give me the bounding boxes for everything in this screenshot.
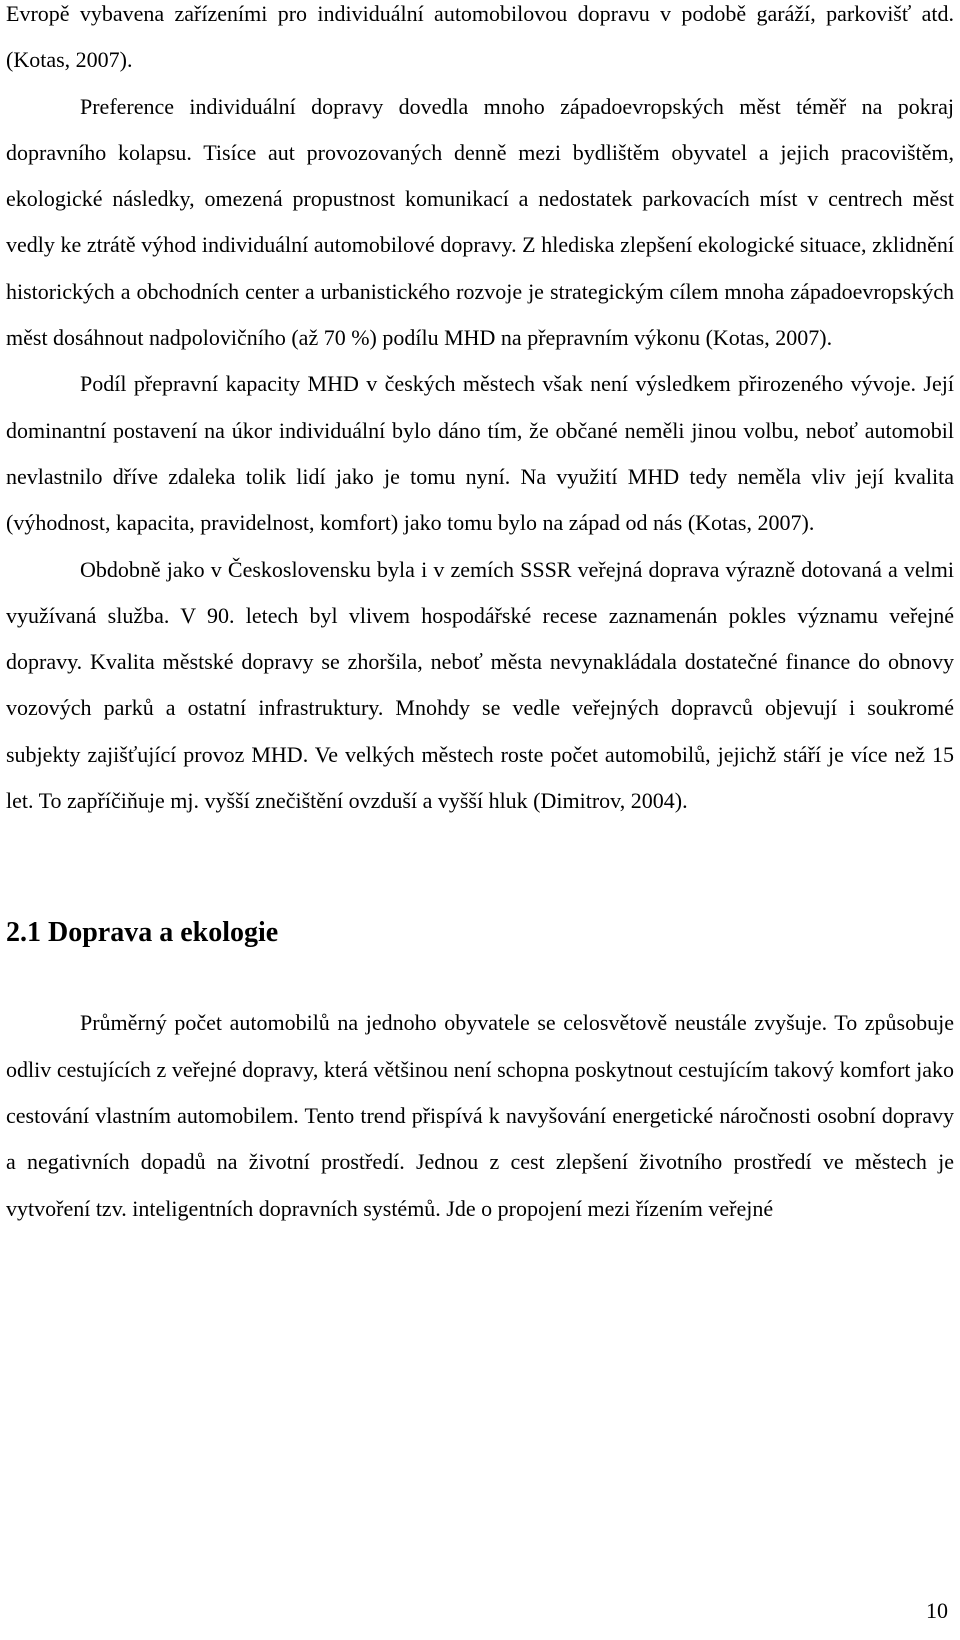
paragraph-individual-transport: Preference individuální dopravy dovedla mnoho západoevropských měst téměř na pokraj dopravního kolapsu. Tisíce aut provozovaných denně mezi bydlištěm obyvatel a jejich pracovištěm, ekologické následky, omezená propustnost komunikací a nedostatek parkovacích míst v centrech měst vedly ke ztrátě výhod individuální automobilové dopravy. Z hlediska zlepšení ekologické situace, zklidnění historických a obchodních center a urbanistického rozvoje je strategickým cílem mnoha západoevropských měst dosáhnout nadpolovičního (až 70 %) podílu MHD na přepravním výkonu (Kotas, 2007). [6, 93, 954, 351]
document-page [6, 0, 954, 1232]
section-heading-wrapper [6, 916, 954, 950]
page-number: 10 [926, 1598, 948, 1623]
paragraph-continuation: Evropě vybavena zařízeními pro individuální automobilovou dopravu v podobě garáží, parkovišť atd. (Kotas, 2007). [6, 1, 954, 73]
section-heading: 2.1 Doprava a ekologie [6, 917, 279, 949]
paragraph-mhd-share: Podíl přepravní kapacity MHD v českých městech však není výsledkem přirozeného vývoje. Její dominantní postavení na úkor individuální bylo dáno tím, že občané neměli jinou volbu, neboť automobil nevlastnilo dříve zdaleka tolik lidí jako je tomu nyní. Na využití MHD tedy neměla vliv její kvalita (výhodnost, kapacita, pravidelnost, komfort) jako tomu bylo na západ od nás (Kotas, 2007). [6, 371, 954, 536]
paragraph-section-body: Průměrný počet automobilů na jednoho obyvatele se celosvětově neustále zvyšuje. To způsobuje odliv cestujících z veřejné dopravy, která většinou není schopna poskytnout cestujícím takový komfort jako cestování vlastním automobilem. Tento trend přispívá k navyšování energetické náročnosti osobní dopravy a negativních dopadů na životní prostředí. Jednou z cest zlepšení životního prostředí ve městech je vytvoření tzv. inteligentních dopravních systémů. Jde o propojení mezi řízením veřejné [6, 1010, 954, 1221]
paragraph-sssr: Obdobně jako v Československu byla i v zemích SSSR veřejná doprava výrazně dotovaná a velmi využívaná služba. V 90. letech byl vlivem hospodářské recese zaznamenán pokles významu veřejné dopravy. Kvalita městské dopravy se zhoršila, neboť města nevynakládala dostatečné finance do obnovy vozových parků a ostatní infrastruktury. Mnohdy se vedle veřejných dopravců objevují i soukromé subjekty zajišťující provoz MHD. Ve velkých městech roste počet automobilů, jejichž stáří je více než 15 let. To zapříčiňuje mj. vyšší znečištění ovzduší a vyšší hluk (Dimitrov, 2004). [6, 556, 954, 814]
